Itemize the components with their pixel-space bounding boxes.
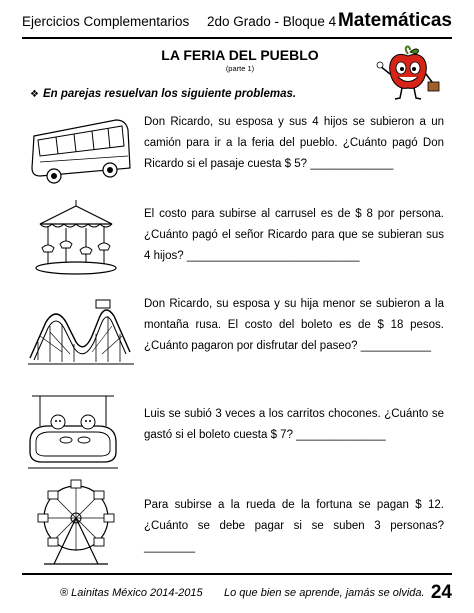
page-title: LA FERIA DEL PUEBLO bbox=[161, 47, 319, 63]
problem-1-text: Don Ricardo, su esposa y sus 4 hijos se subieron a un camión para ir a la feria del pueblo. ¿Cuánto pagó Don Ricardo si el pasaje cuesta $ 5? _____________ bbox=[144, 116, 444, 170]
diamond-bullet-icon: ❖ bbox=[30, 89, 39, 100]
instruction-line bbox=[30, 88, 296, 100]
bus-icon bbox=[26, 110, 134, 188]
bumper-cars-icon bbox=[26, 392, 120, 472]
problem-3-text: Don Ricardo, su esposa y su hija menor se subieron a la montaña rusa. El costo del boleto es de $ 18 pesos. ¿Cuánto pagaron por disfrutar del paseo? ___________ bbox=[144, 298, 444, 352]
page-header bbox=[22, 10, 452, 36]
problem-4-text: Luis se subió 3 veces a los carritos chocones. ¿Cuánto se gastó si el boleto cuesta $ 7? ______________ bbox=[144, 408, 444, 441]
carousel-icon bbox=[26, 198, 126, 278]
ferris-wheel-icon bbox=[26, 478, 124, 568]
header-subject: Matemáticas bbox=[337, 10, 452, 31]
header-grade-block: 2do Grado - Bloque 4 bbox=[207, 14, 337, 29]
page-footer bbox=[22, 582, 452, 602]
footer-motto: Lo que bien se aprende, jamás se olvida. bbox=[224, 587, 425, 599]
header-divider bbox=[22, 37, 452, 39]
instruction-text: En parejas resuelvan los siguiente problemas. bbox=[42, 88, 297, 100]
problem-5-text: Para subirse a la rueda de la fortuna se pagan $ 12. ¿Cuánto se debe pagar si se suben 3 personas? ________ bbox=[144, 499, 444, 553]
footer-copyright: ® Lainitas México 2014-2015 bbox=[60, 587, 203, 599]
page-number: 24 bbox=[430, 582, 452, 603]
header-series-title: Ejercicios Complementarios bbox=[22, 14, 190, 29]
page-subtitle: (parte 1) bbox=[225, 64, 255, 73]
problem-2-text: El costo para subirse al carrusel es de $ 8 por persona. ¿Cuánto pagó el señor Ricardo para que se subieran sus 4 hijos? ___________________________ bbox=[144, 208, 444, 262]
roller-coaster-icon bbox=[26, 292, 136, 368]
apple-mascot-icon bbox=[376, 44, 440, 102]
footer-divider bbox=[22, 573, 452, 575]
